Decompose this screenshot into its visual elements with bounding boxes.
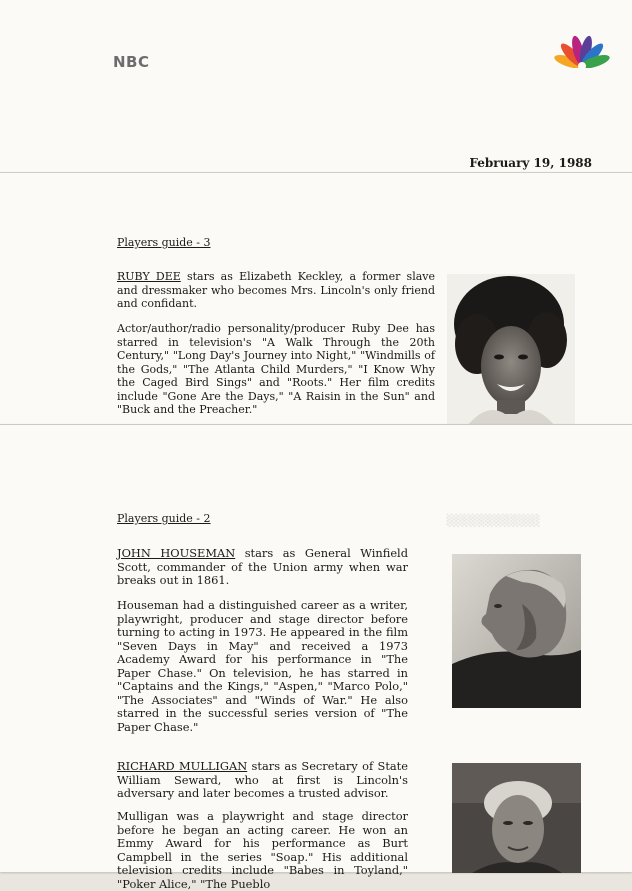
ruby-dee-name: RUBY DEE xyxy=(117,270,181,283)
letterhead-sheet xyxy=(0,0,632,176)
mulligan-name: RICHARD MULLIGAN xyxy=(117,759,248,773)
show-through-text: ░░░░░░░░░░░ xyxy=(447,514,541,527)
nbc-logo-text: NBC xyxy=(113,53,150,71)
richard-mulligan-photo xyxy=(452,763,581,873)
players-guide-2-sheet xyxy=(0,424,632,891)
mulligan-bio: Mulligan was a playwright and stage director before he began an acting career. He won an Emmy Award for his performance as Burt Campbell in the series "Soap." His additional television credits include "Babes in Toyland," "Poker Alice," "The Pueblo xyxy=(117,809,408,891)
houseman-role: stars as General Winfield Scott, commander of the Union army when war breaks out in 1861. xyxy=(117,546,408,587)
houseman-bio: Houseman had a distinguished career as a writer, playwright, producer and stage director before turning to acting in 1973. He appeared in the film "Seven Days in May" and received a 1973 Academy Award for his performance in "The Paper Chase." On television, he has starred in "Captains and the Kings," "Aspen," "Marco Polo," "The Associates" and "Winds of War." He also starred in the successful series version of "The Paper Chase." xyxy=(117,598,408,734)
guide-2-title: Players guide - 2 xyxy=(117,512,211,525)
nbc-peacock-logo-icon xyxy=(554,34,610,68)
players-guide-3-sheet xyxy=(0,172,632,428)
guide-3-title: Players guide - 3 xyxy=(117,236,211,249)
ruby-dee-role: stars as Elizabeth Keckley, a former slave and dressmaker who becomes Mrs. Lincoln's only friend and confidant. xyxy=(117,270,435,310)
ruby-dee-intro xyxy=(117,270,435,311)
houseman-name: JOHN HOUSEMAN xyxy=(117,546,236,560)
mulligan-intro xyxy=(117,760,408,801)
mulligan-role: stars as Secretary of State William Seward, who at first is Lincoln's adversary and later becomes a trusted advisor. xyxy=(117,759,409,800)
ruby-dee-bio: Actor/author/radio personality/producer Ruby Dee has starred in television's "A Walk Through the 20th Century," "Long Day's Journey into Night," "Windmills of the Gods," "The Atlanta Child Murders," "I Know Why the Caged Bird Sings" and "Roots." Her film credits include "Gone Are the Days," "A Raisin in the Sun" and "Buck and the Preacher." xyxy=(117,322,435,416)
ruby-dee-photo xyxy=(447,274,575,426)
letter-date: February 19, 1988 xyxy=(469,156,592,170)
john-houseman-photo xyxy=(452,554,581,708)
houseman-intro xyxy=(117,547,408,588)
